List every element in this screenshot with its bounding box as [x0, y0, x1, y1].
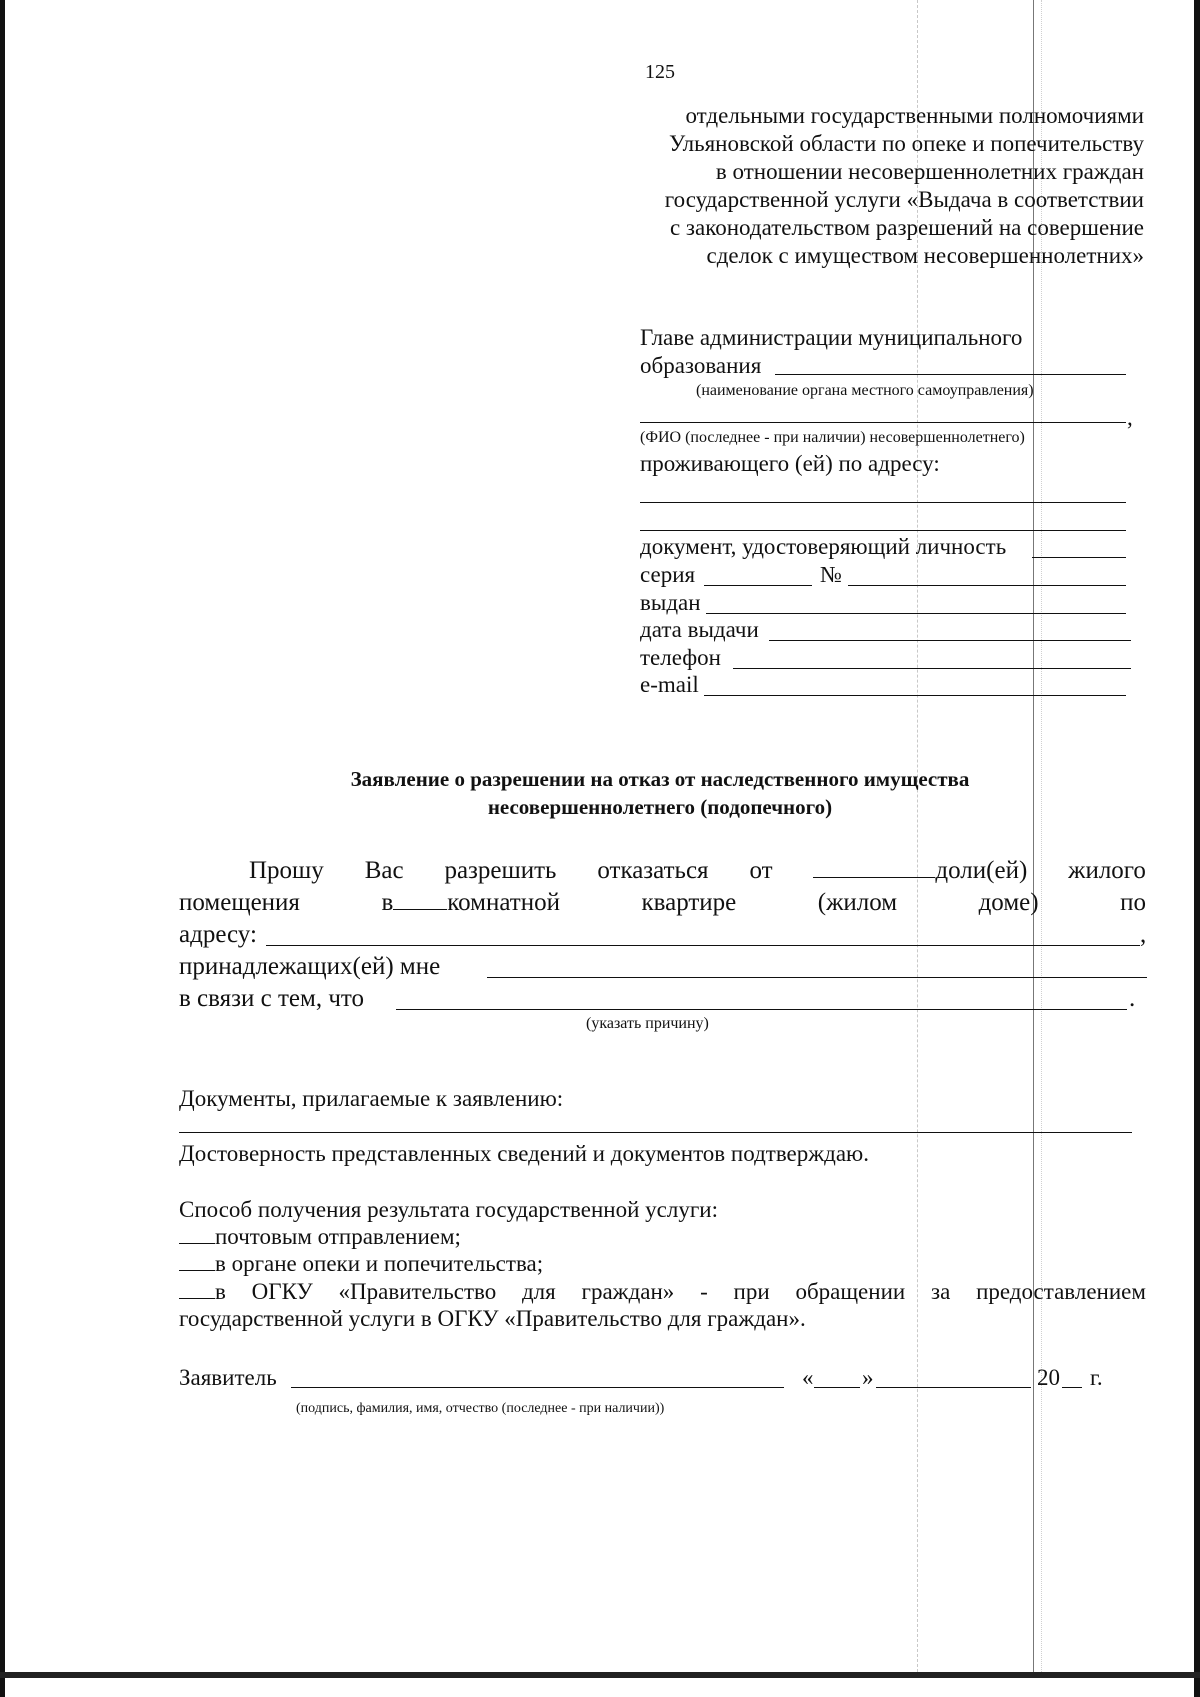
series-field[interactable]	[704, 585, 812, 586]
body-word: жилого	[1068, 857, 1146, 884]
rooms-group	[381, 888, 560, 918]
header-line: сделок с имуществом несовершеннолетних»	[706, 243, 1144, 268]
method-heading: Способ получения результата государственной услуги:	[179, 1197, 718, 1222]
scan-right-edge	[1194, 0, 1200, 1697]
body-word: доме)	[978, 889, 1039, 916]
document-title: несовершеннолетнего (подопечного)	[487, 795, 833, 819]
org-caption: (наименование органа местного самоуправления)	[696, 382, 1034, 399]
reason-period: .	[1129, 985, 1136, 1012]
body-word: предоставлением	[976, 1279, 1146, 1304]
share-field[interactable]	[813, 857, 935, 878]
year-suffix: г.	[1090, 1365, 1103, 1390]
rooms-field[interactable]	[393, 889, 447, 910]
option3-first	[179, 1278, 226, 1306]
addressee-line: Главе администрации муниципального	[640, 325, 1023, 350]
option-checkbox[interactable]	[179, 1223, 215, 1244]
issued-label: выдан	[640, 590, 701, 615]
appendix-header	[630, 102, 1144, 270]
page-number: 125	[645, 61, 675, 83]
phone-label: телефон	[640, 645, 721, 670]
municipality-field[interactable]	[775, 374, 1126, 375]
residing-label: проживающего (ей) по адресу:	[640, 451, 940, 476]
body-word: Прошу	[249, 857, 324, 884]
body-word: при	[733, 1279, 770, 1304]
id-document-field[interactable]	[1032, 557, 1126, 558]
body-word: за	[930, 1279, 951, 1304]
header-line: отдельными государственными полномочиями	[685, 103, 1144, 128]
method-option-continuation: государственной услуги в ОГКУ «Правительство для граждан».	[179, 1306, 806, 1331]
option-checkbox[interactable]	[179, 1250, 215, 1271]
scan-left-edge	[0, 0, 5, 1697]
year-field[interactable]	[1062, 1387, 1082, 1388]
address-field-2[interactable]	[640, 530, 1126, 531]
confirmation-text: Достоверность представленных сведений и документов подтверждаю.	[179, 1141, 869, 1166]
header-line: Ульяновской области по опеке и попечительству	[668, 131, 1144, 156]
share-group	[813, 856, 1027, 886]
body-word: в	[215, 1279, 226, 1304]
documents-label: Документы, прилагаемые к заявлению:	[179, 1086, 564, 1111]
request-line-1	[179, 856, 1146, 886]
address-field[interactable]	[266, 945, 1140, 946]
signature-field[interactable]	[291, 1387, 784, 1388]
body-word: ОГКУ	[251, 1279, 313, 1304]
belonging-label: принадлежащих(ей) мне	[179, 953, 441, 980]
reason-field[interactable]	[396, 1009, 1127, 1010]
fio-field[interactable]	[640, 422, 1126, 423]
method-option	[179, 1223, 461, 1251]
document-title: Заявление о разрешении на отказ от наследственного имущества	[350, 767, 970, 791]
body-word: (жилом	[817, 889, 898, 916]
body-word: помещения	[179, 889, 300, 916]
body-word: в	[381, 889, 394, 916]
address-label: адресу:	[179, 921, 257, 948]
date-quote-open: «	[802, 1365, 814, 1390]
method-option	[179, 1278, 1146, 1306]
fio-caption: (ФИО (последнее - при наличии) несовершеннолетнего)	[640, 429, 1025, 446]
body-word: от	[749, 857, 773, 884]
scan-bottom-edge	[0, 1672, 1200, 1678]
email-label: e-mail	[640, 672, 699, 697]
issued-field[interactable]	[706, 613, 1126, 614]
header-line: в отношении несовершеннолетних граждан	[715, 159, 1144, 184]
issue-date-field[interactable]	[769, 640, 1131, 641]
reason-caption: (указать причину)	[586, 1015, 709, 1032]
reason-label: в связи с тем, что	[179, 985, 364, 1012]
municipality-label: образования	[640, 353, 762, 378]
id-document-label: документ, удостоверяющий личность	[640, 534, 1007, 559]
body-word: -	[700, 1279, 708, 1304]
option-checkbox[interactable]	[179, 1278, 215, 1299]
documents-field[interactable]	[179, 1132, 1132, 1133]
phone-field[interactable]	[733, 668, 1131, 669]
request-line-2	[179, 888, 1146, 918]
body-word: по	[1120, 889, 1146, 916]
method-option	[179, 1250, 543, 1278]
applicant-label: Заявитель	[179, 1365, 277, 1390]
month-field[interactable]	[876, 1387, 1031, 1388]
option-label: в органе опеки и попечительства;	[215, 1251, 544, 1276]
header-line: с законодательством разрешений на совершение	[669, 215, 1144, 240]
body-word: обращении	[795, 1279, 906, 1304]
year-prefix: 20	[1037, 1365, 1060, 1390]
share-label: доли(ей)	[935, 857, 1028, 884]
belonging-field[interactable]	[487, 977, 1147, 978]
email-field[interactable]	[704, 695, 1126, 696]
body-word: «Правительство	[338, 1279, 497, 1304]
option-label: почтовым отправлением;	[215, 1224, 461, 1249]
fio-comma: ,	[1127, 405, 1133, 430]
body-word: для	[521, 1279, 556, 1304]
issue-date-label: дата выдачи	[640, 617, 759, 642]
address-field-1[interactable]	[640, 502, 1126, 503]
body-word: квартире	[641, 889, 737, 916]
signature-caption: (подпись, фамилия, имя, отчество (последнее - при наличии))	[296, 1401, 665, 1416]
body-word: разрешить	[444, 857, 557, 884]
header-line: государственной услуги «Выдача в соответствии	[664, 187, 1144, 212]
body-word: граждан»	[581, 1279, 675, 1304]
date-quote-close: »	[862, 1365, 874, 1390]
number-label: №	[820, 562, 842, 587]
address-comma: ,	[1140, 921, 1147, 948]
body-word: комнатной	[447, 889, 560, 916]
day-field[interactable]	[814, 1387, 860, 1388]
series-label: серия	[640, 562, 696, 587]
number-field[interactable]	[848, 585, 1126, 586]
body-word: Вас	[364, 857, 404, 884]
body-word: отказаться	[597, 857, 709, 884]
